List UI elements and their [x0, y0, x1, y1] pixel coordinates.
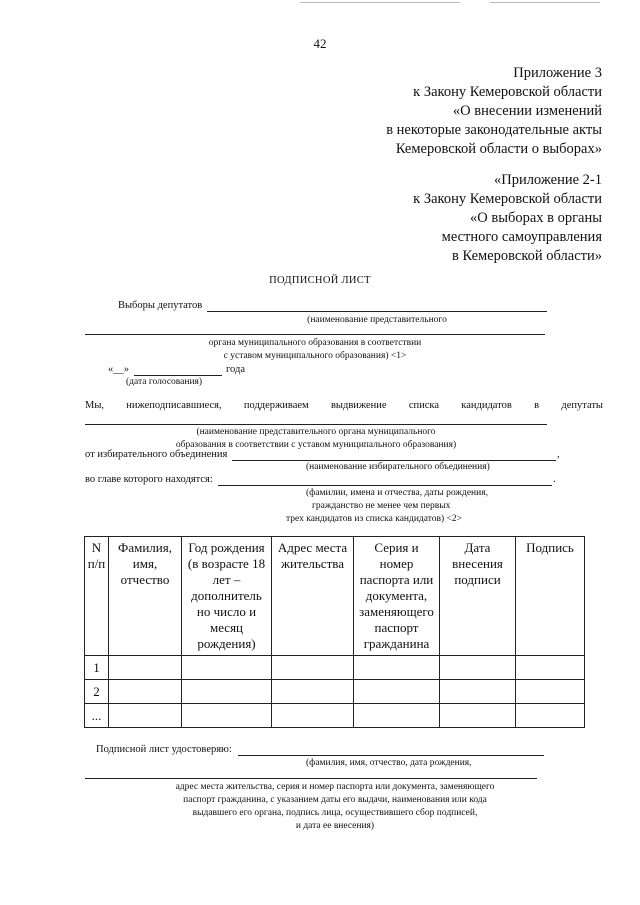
support-word: нижеподписавшиеся,: [126, 400, 222, 411]
row-number: ...: [85, 704, 109, 728]
appendix-line: «О внесении изменений: [452, 103, 602, 119]
rep-note-1: (наименование представительного органа муниципального: [196, 427, 436, 437]
date-day: «__»: [108, 364, 129, 375]
table-cell: [440, 656, 516, 680]
organ-field: [85, 334, 545, 335]
signature-table: [84, 536, 585, 728]
col-header-address: Адрес места жительства: [272, 537, 354, 656]
table-cell: [109, 704, 182, 728]
scan-edge-line: [300, 2, 460, 3]
table-cell: [516, 656, 585, 680]
col-header-signature: Подпись: [516, 537, 585, 656]
heads-label: во главе которого находятся:: [85, 474, 213, 485]
table-cell: [516, 680, 585, 704]
rep-organ-field: [85, 424, 547, 425]
table-header-row: [85, 537, 585, 656]
table-row: [85, 704, 585, 728]
appendix-line: в некоторые законодательные акты: [386, 122, 602, 138]
date-note: (дата голосования): [126, 377, 203, 387]
certify-note: (фамилия, имя, отчество, дата рождения,: [306, 758, 472, 768]
footer-note-1: адрес места жительства, серия и номер паспорта или документа, заменяющего: [175, 782, 495, 792]
appendix2-line: в Кемеровской области»: [452, 248, 602, 264]
appendix2-line: местного самоуправления: [441, 229, 602, 245]
heads-field: [218, 485, 552, 486]
support-statement: [85, 400, 603, 411]
organ-note-1: органа муниципального образования в соответствии: [208, 338, 422, 348]
row-number: 1: [85, 656, 109, 680]
scan-edge-line: [490, 2, 600, 3]
support-word: выдвижение: [330, 400, 387, 411]
rep-note-2: образования в соответствии с уставом муниципального образования): [175, 440, 457, 450]
col-header-number: N п/п: [85, 537, 109, 656]
date-field: [134, 375, 222, 376]
heads-dot: .: [553, 474, 556, 485]
elections-field: [207, 311, 547, 312]
table-cell: [354, 680, 440, 704]
document-title: ПОДПИСНОЙ ЛИСТ: [269, 275, 371, 286]
association-label: от избирательного объединения: [85, 449, 228, 460]
table-cell: [516, 704, 585, 728]
table-cell: [182, 704, 272, 728]
table-cell: [440, 680, 516, 704]
certifier-field: [85, 778, 537, 779]
association-field: [232, 460, 556, 461]
association-note: (наименование избирательного объединения): [306, 462, 490, 472]
elections-note: (наименование представительного: [307, 315, 447, 325]
support-word: кандидатов: [461, 400, 512, 411]
support-word: депутаты: [561, 400, 603, 411]
table-cell: [109, 680, 182, 704]
col-header-name: Фамилия, имя, отчество: [109, 537, 182, 656]
table-cell: [440, 704, 516, 728]
table-row: [85, 656, 585, 680]
support-word: списка: [408, 400, 440, 411]
table-cell: [354, 656, 440, 680]
certify-label: Подписной лист удостоверяю:: [96, 744, 232, 755]
table-cell: [354, 704, 440, 728]
table-cell: [272, 680, 354, 704]
appendix2-line: «О выборах в органы: [470, 210, 602, 226]
heads-note-1: (фамилии, имена и отчества, даты рождения,: [306, 488, 488, 498]
appendix2-line: «Приложение 2-1: [493, 172, 602, 188]
table-cell: [182, 680, 272, 704]
heads-note-3: трех кандидатов из списка кандидатов) <2>: [286, 514, 463, 524]
heads-note-2: гражданство не менее чем первых: [312, 501, 451, 511]
association-comma: ,: [557, 449, 560, 460]
appendix-line: Приложение 3: [513, 65, 602, 81]
table-cell: [109, 656, 182, 680]
footer-note-4: и дата ее внесения): [295, 821, 375, 831]
appendix-line: к Закону Кемеровской области: [413, 84, 602, 100]
col-header-birth: Год рождения (в возрасте 18 лет – дополнитель но число и месяц рождения): [182, 537, 272, 656]
col-header-passport: Серия и номер паспорта или документа, заменяющего паспорт гражданина: [354, 537, 440, 656]
elections-label: Выборы депутатов: [118, 300, 203, 311]
page-number: 42: [313, 36, 327, 51]
footer-note-3: выдавшего его органа, подпись лица, осуществившего сбор подписей,: [192, 808, 478, 818]
table-cell: [182, 656, 272, 680]
table-row: [85, 680, 585, 704]
table-cell: [272, 704, 354, 728]
date-year-label: года: [226, 364, 245, 375]
footer-note-2: паспорт гражданина, с указанием даты его выдачи, наименования или кода: [183, 795, 487, 805]
row-number: 2: [85, 680, 109, 704]
col-header-date: Дата внесения подписи: [440, 537, 516, 656]
support-word: Мы,: [85, 400, 105, 411]
support-word: поддерживаем: [243, 400, 309, 411]
appendix2-line: к Закону Кемеровской области: [413, 191, 602, 207]
appendix-line: Кемеровской области о выборах»: [395, 141, 602, 157]
organ-note-2: с уставом муниципального образования) <1>: [223, 351, 407, 361]
certify-field: [238, 755, 544, 756]
table-cell: [272, 656, 354, 680]
support-word: в: [534, 400, 540, 411]
